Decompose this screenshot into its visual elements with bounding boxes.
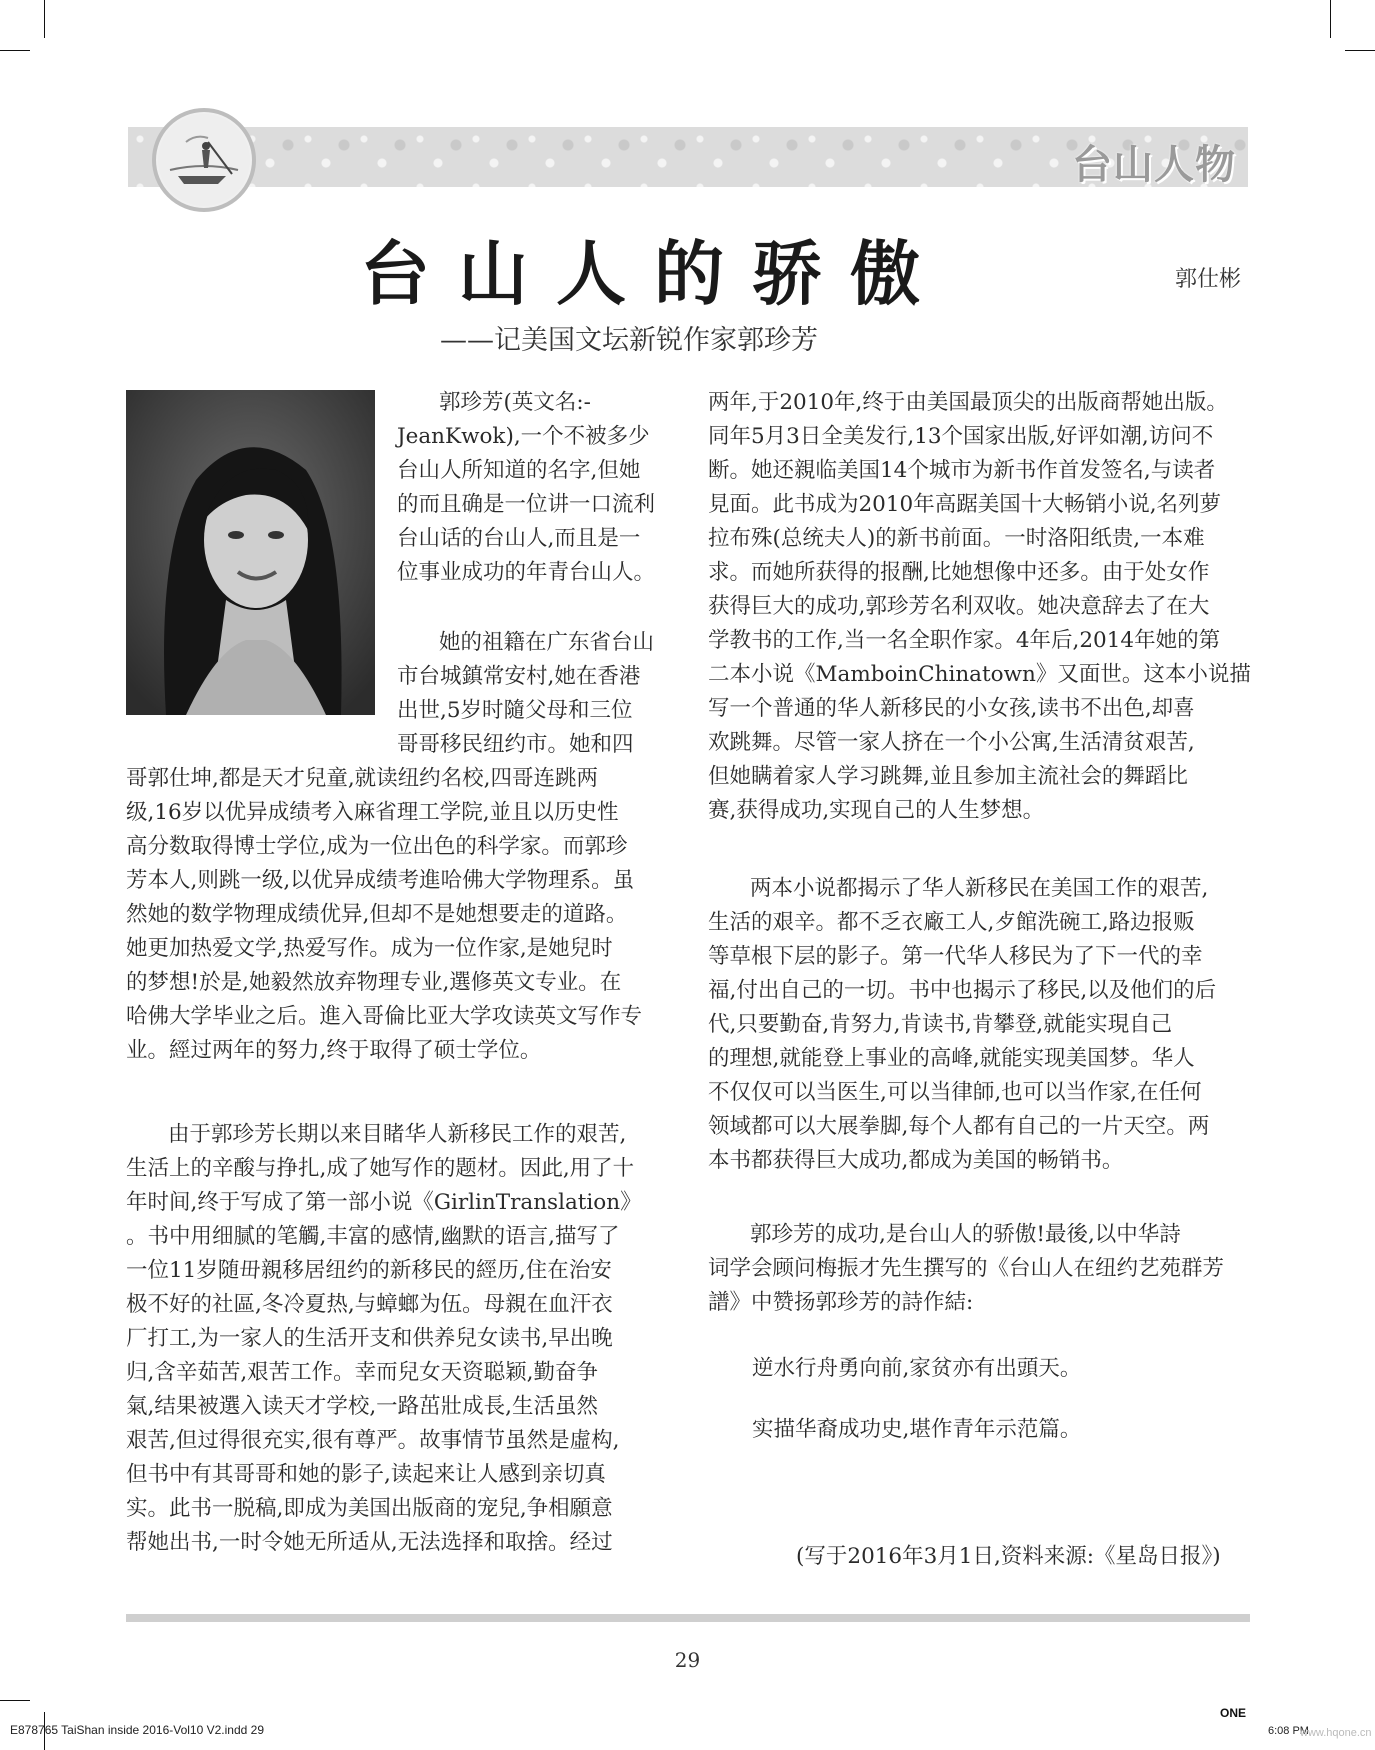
crop-mark <box>1345 50 1375 51</box>
text-line: 级,16岁以优异成绩考入麻省理工学院,並且以历史性 <box>126 800 619 825</box>
article-title: 台山人的骄傲 <box>360 233 948 315</box>
boat-emblem-icon <box>152 108 256 212</box>
print-file-info: E878765 TaiShan inside 2016-Vol10 V2.indd 29 <box>10 1723 264 1737</box>
text-line: 位事业成功的年青台山人。 <box>397 560 656 585</box>
text-line: 赛,获得成功,实现自己的人生梦想。 <box>708 798 1045 823</box>
text-line: 福,付出自己的一切。书中也揭示了移民,以及他们的后 <box>708 978 1217 1003</box>
text-line: 获得巨大的成功,郭珍芳名利双收。她决意辞去了在大 <box>708 594 1210 619</box>
article-subtitle: ——记美国文坛新锐作家郭珍芳 <box>440 325 818 356</box>
text-line: 领域都可以大展拳脚,每个人都有自己的一片天空。两 <box>708 1114 1210 1139</box>
text-line: JeanKwok),一个不被多少 <box>397 424 650 449</box>
text-line: 拉布殊(总统夫人)的新书前面。一时洛阳纸贵,一本难 <box>708 526 1205 551</box>
text-line: 的而且确是一位讲一口流利 <box>397 492 656 517</box>
page-number: 29 <box>674 1648 701 1672</box>
section-banner <box>128 127 1248 187</box>
text-line: 求。而她所获得的报酬,比她想像中还多。由于处女作 <box>708 560 1210 585</box>
text-line: 氣,结果被選入读天才学校,一路茁壯成長,生活虽然 <box>126 1394 599 1419</box>
paragraph-intro <box>397 386 677 590</box>
footer-rule <box>126 1614 1250 1622</box>
text-line: 哈佛大学毕业之后。進入哥倫比亚大学攻读英文写作专 <box>126 1004 643 1029</box>
text-line: 二本小说《MamboinChinatown》又面世。这本小说描 <box>708 662 1251 687</box>
text-line: 郭珍芳的成功,是台山人的骄傲!最後,以中华詩 <box>750 1222 1181 1247</box>
text-line: 业。經过两年的努力,终于取得了硕士学位。 <box>126 1038 542 1063</box>
crop-mark <box>44 0 45 38</box>
paragraph-conclusion <box>708 1218 1253 1320</box>
paragraph-origin-top <box>397 626 677 762</box>
text-line: 年时间,终于写成了第一部小说《GirlinTranslation》 <box>126 1190 642 1215</box>
text-line: 不仅仅可以当医生,可以当律師,也可以当作家,在任何 <box>708 1080 1202 1105</box>
poem-line-1: 逆水行舟勇向前,家贫亦有出頭天。 <box>752 1356 1082 1381</box>
text-line: 词学会顾问梅振才先生撰写的《台山人在纽约艺苑群芳 <box>708 1256 1225 1281</box>
text-line: 生活上的辛酸与挣扎,成了她写作的题材。因此,用了十 <box>126 1156 635 1181</box>
text-line: 由于郭珍芳长期以来目睹华人新移民工作的艰苦, <box>168 1122 627 1147</box>
crop-mark <box>1330 0 1331 38</box>
print-time: 6:08 PM <box>1268 1725 1309 1737</box>
text-line: 出世,5岁时隨父母和三位 <box>397 698 633 723</box>
text-line: 代,只要勤奋,肯努力,肯读书,肯攀登,就能实現自己 <box>708 1012 1173 1037</box>
text-line: 两本小说都揭示了华人新移民在美国工作的艰苦, <box>750 876 1209 901</box>
text-line: 艰苦,但过得很充实,很有尊严。故事情节虽然是虛构, <box>126 1428 620 1453</box>
text-line: 郭珍芳(英文名:- <box>439 390 591 415</box>
text-line: 她的祖籍在广东省台山 <box>439 630 655 655</box>
paragraph-origin-bottom <box>126 762 686 1068</box>
text-line: 一位11岁随毌親移居纽约的新移民的經历,住在治安 <box>126 1258 612 1283</box>
text-line: 台山话的台山人,而且是一 <box>397 526 641 551</box>
watermark: www.hqone.cn <box>1300 1727 1372 1739</box>
crop-mark <box>0 50 30 51</box>
text-line: 譜》中赞扬郭珍芳的詩作結: <box>708 1290 974 1315</box>
text-line: 市台城鎮常安村,她在香港 <box>397 664 641 689</box>
text-line: 的梦想!於是,她毅然放弃物理专业,選修英文专业。在 <box>126 970 622 995</box>
text-line: 厂打工,为一家人的生活开支和供养兒女读书,早出晚 <box>126 1326 613 1351</box>
text-line: 欢跳舞。尽管一家人挤在一个小公寓,生活清贫艰苦, <box>708 730 1195 755</box>
paragraph-themes <box>708 872 1253 1178</box>
text-line: 生活的艰辛。都不乏衣廠工人,歺館洗碗工,路边报贩 <box>708 910 1195 935</box>
text-line: 台山人所知道的名字,但她 <box>397 458 641 483</box>
text-line: 等草根下层的影子。第一代华人移民为了下一代的幸 <box>708 944 1203 969</box>
text-line: 两年,于2010年,终于由美国最顶尖的出版商帮她出版。 <box>708 390 1228 415</box>
text-line: 写一个普通的华人新移民的小女孩,读书不出色,却喜 <box>708 696 1195 721</box>
text-line: 极不好的社區,冬冷夏热,与蟑螂为伍。母親在血汗衣 <box>126 1292 613 1317</box>
portrait-photo <box>126 390 375 715</box>
text-line: 归,含辛茹苦,艰苦工作。幸而兒女天资聪颖,勤奋争 <box>126 1360 599 1385</box>
crop-mark <box>0 1700 30 1701</box>
text-line: 但书中有其哥哥和她的影子,读起来让人感到亲切真 <box>126 1462 606 1487</box>
text-line: 高分数取得博士学位,成为一位出色的科学家。而郭珍 <box>126 834 628 859</box>
footer-logo: ONE <box>1220 1706 1247 1720</box>
section-label: 台山人物 <box>1072 142 1236 188</box>
poem-line-2: 实描华裔成功史,堪作青年示范篇。 <box>752 1417 1082 1442</box>
text-line: 哥哥移民纽约市。她和四 <box>397 732 634 757</box>
text-line: 断。她还親临美国14个城市为新书作首发签名,与读者 <box>708 458 1216 483</box>
text-line: 芳本人,则跳一级,以优异成绩考進哈佛大学物理系。虽 <box>126 868 635 893</box>
text-line: 。书中用细腻的笔觸,丰富的感情,幽默的语言,描写了 <box>126 1224 620 1249</box>
text-line: 学教书的工作,当一名全职作家。4年后,2014年她的第 <box>708 628 1221 653</box>
paragraph-publication <box>708 386 1253 828</box>
text-line: 本书都获得巨大成功,都成为美国的畅销书。 <box>708 1148 1124 1173</box>
text-line: 她更加热爱文学,热爱写作。成为一位作家,是她兒时 <box>126 936 613 961</box>
text-line: 同年5月3日全美发行,13个国家出版,好评如潮,访问不 <box>708 424 1214 449</box>
text-line: 見面。此书成为2010年高踞美国十大畅销小说,名列萝 <box>708 492 1222 517</box>
text-line: 的理想,就能登上事业的高峰,就能实现美国梦。华人 <box>708 1046 1195 1071</box>
source-note: (写于2016年3月1日,资料来源:《星岛日报》) <box>796 1544 1221 1569</box>
text-line: 然她的数学物理成绩优异,但却不是她想要走的道路。 <box>126 902 628 927</box>
text-line: 哥郭仕坤,都是天才兒童,就读纽约名校,四哥连跳两 <box>126 766 599 791</box>
text-line: 但她瞒着家人学习跳舞,並且参加主流社会的舞蹈比 <box>708 764 1188 789</box>
text-line: 帮她出书,一时令她无所适从,无法选择和取捨。经过 <box>126 1530 613 1555</box>
text-line: 实。此书一脱稿,即成为美国出版商的宠兒,争相願意 <box>126 1496 613 1521</box>
article-author: 郭仕彬 <box>1175 267 1242 292</box>
paragraph-first-novel <box>126 1118 686 1560</box>
